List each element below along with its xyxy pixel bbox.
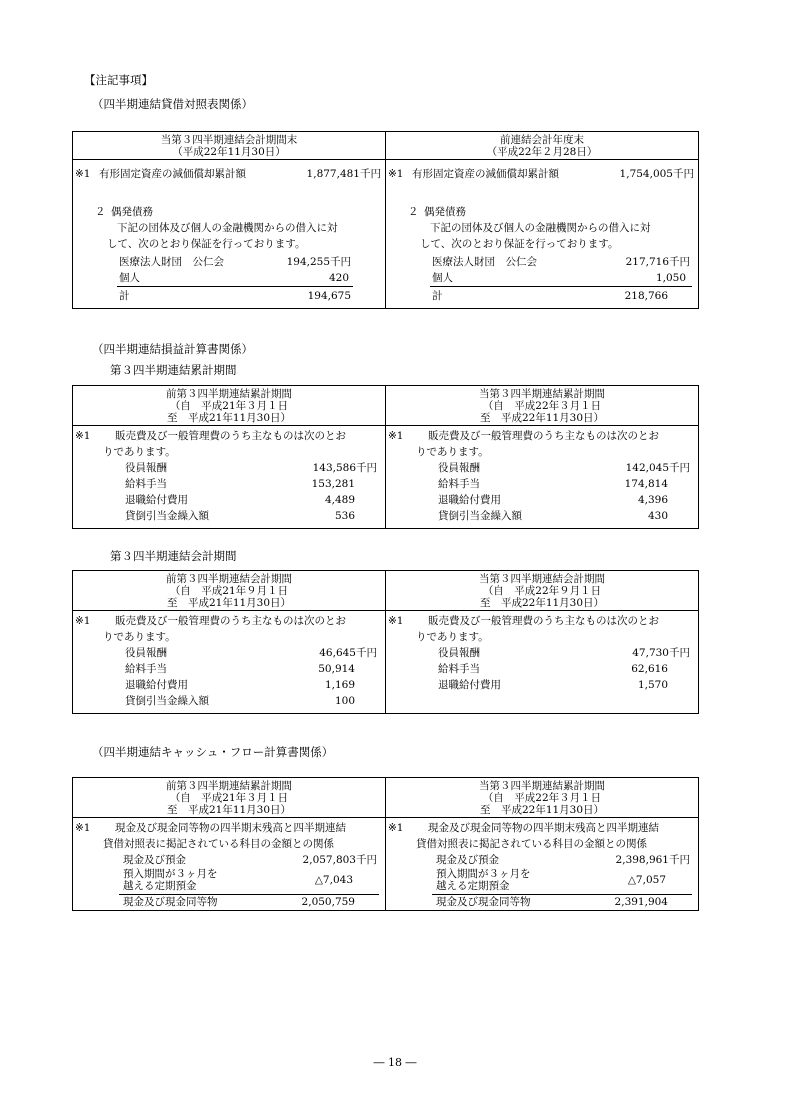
pl-cum-left-item-value: 143,586千円 [312, 462, 377, 474]
pl-section-title: （四半期連結損益計算書関係） [92, 342, 253, 356]
cf-left-deposit-row: 預入期間が３ヶ月を 越える定期預金 △7,043 [119, 868, 379, 895]
pl-cum-right-body: ※1 販売費及び一般管理費のうち主なものは次のとお りであります。 役員報酬 142,045千円 給料手当 174,814 退職給付費用 4,396 貸倒引当金繰入額 430 [386, 426, 699, 529]
pl-cum-left-item-label: 役員報酬 [125, 462, 167, 474]
pl-cum-left-header: 前第３四半期連結累計期間 （自 平成21年３月１日 至 平成21年11月30日） [73, 386, 386, 426]
bs-right-body: ※1 有形固定資産の減価償却累計額 1,754,005千円 ２ 偶発債務 下記の団体及び個人の金融機関からの借入に対 して、次のとおり保証を行っております。 医療法人財団 公仁会 217,716千円 個人 1,050 計 218,766 [386, 160, 699, 309]
pl-q-right-header: 当第３四半期連結会計期間 （自 平成22年９月１日 至 平成22年11月30日） [386, 571, 699, 611]
bs-notes-table [72, 131, 699, 309]
cf-right-header: 当第３四半期連結累計期間 （自 平成22年３月１日 至 平成22年11月30日） [386, 778, 699, 818]
pl-quarter-table [72, 570, 699, 714]
bs-left-row-label: 医療法人財団 公仁会 [119, 256, 224, 268]
cf-notes-table [72, 777, 699, 911]
pl-cum-left-body: ※1 販売費及び一般管理費のうち主なものは次のとお りであります。 役員報酬 143,586千円 給料手当 153,281 退職給付費用 4,489 貸倒引当金繰入額 536 [73, 426, 386, 529]
pl-q-left-body: ※1 販売費及び一般管理費のうち主なものは次のとお りであります。 役員報酬 46,645千円 給料手当 50,914 退職給付費用 1,169 貸倒引当金繰入額 100 [73, 611, 386, 714]
pl-q-right-body: ※1 販売費及び一般管理費のうち主なものは次のとお りであります。 役員報酬 47,730千円 給料手当 62,616 退職給付費用 1,570 [386, 611, 699, 714]
pl-quarter-subtitle: 第３四半期連結会計期間 [110, 549, 237, 563]
bs-left-header: 当第３四半期連結会計期間末 （平成22年11月30日） [73, 132, 386, 160]
notes-title: 【注記事項】 [84, 73, 153, 87]
cf-right-deposit-row: 預入期間が３ヶ月を 越える定期預金 △7,057 [432, 868, 692, 895]
pl-cumulative-subtitle: 第３四半期連結累計期間 [110, 363, 237, 377]
bs-left-row: 個人 420 [117, 271, 353, 287]
cf-right-body: ※1 現金及び現金同等物の四半期末残高と四半期連結 貸借対照表に掲記されている科目の金額との関係 現金及び預金 2,398,961千円 預入期間が３ヶ月を 越える定期預金 △7,057 現金及び現金同等物 2,391,904 [386, 818, 699, 911]
bs-left-row-value: 194,255千円 [286, 256, 351, 268]
bs-left-body: ※1 有形固定資産の減価償却累計額 1,877,481千円 ２ 偶発債務 下記の団体及び個人の金融機関からの借入に対 して、次のとおり保証を行っております。 医療法人財団 公仁会 194,255千円 個人 420 計 194,675 [73, 160, 386, 309]
cf-section-title: （四半期連結キャッシュ・フロー計算書関係） [92, 745, 334, 759]
bs-right-header: 前連結会計年度末 （平成22年２月28日） [386, 132, 699, 160]
bs-section-title: （四半期連結貸借対照表関係） [92, 97, 253, 111]
pl-cumulative-table [72, 385, 699, 529]
pl-q-left-header: 前第３四半期連結会計期間 （自 平成21年９月１日 至 平成21年11月30日） [73, 571, 386, 611]
bs-right-row: 個人 1,050 [430, 271, 692, 287]
cf-left-body: ※1 現金及び現金同等物の四半期末残高と四半期連結 貸借対照表に掲記されている科目の金額との関係 現金及び預金 2,057,803千円 預入期間が３ヶ月を 越える定期預金 △7,043 現金及び現金同等物 2,050,759 [73, 818, 386, 911]
cf-left-header: 前第３四半期連結累計期間 （自 平成21年３月１日 至 平成21年11月30日） [73, 778, 386, 818]
page-number: ― 18 ― [373, 1056, 417, 1069]
pl-cum-right-header: 当第３四半期連結累計期間 （自 平成22年３月１日 至 平成22年11月30日） [386, 386, 699, 426]
